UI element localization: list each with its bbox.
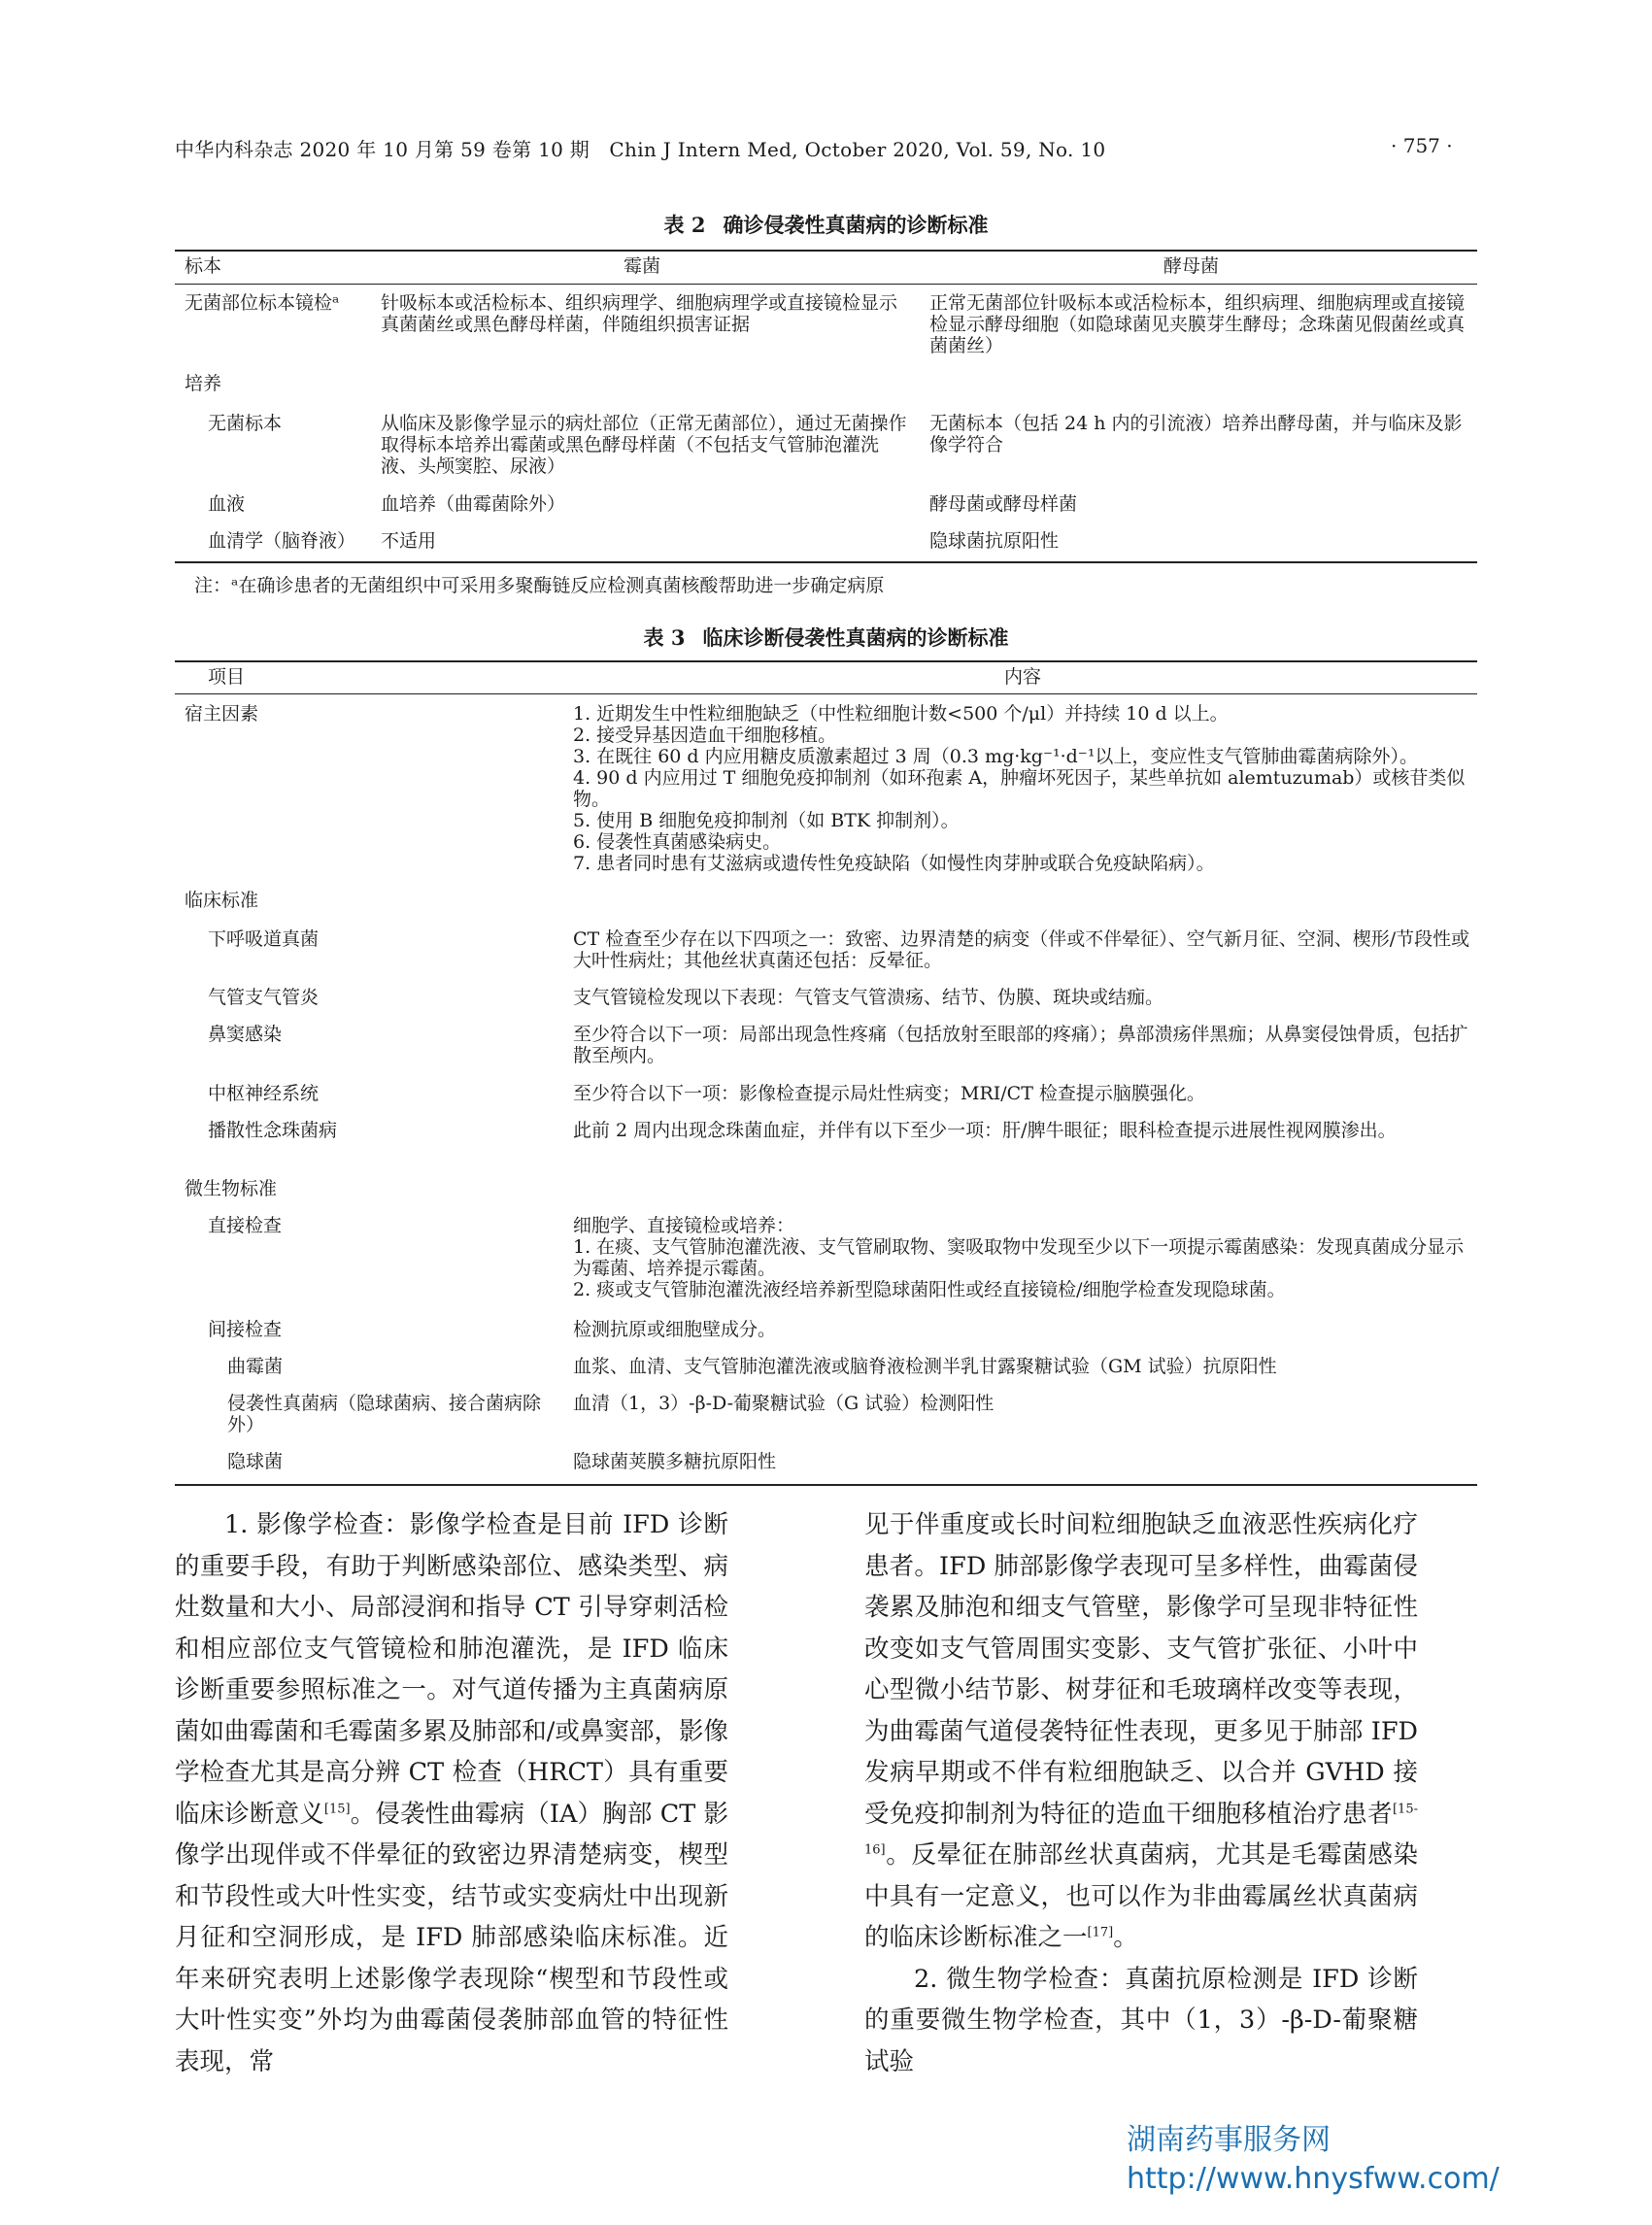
table2-row-item: 血清学（脑脊液） bbox=[208, 530, 356, 552]
table2-row-item: 培养 bbox=[185, 373, 222, 394]
table3-row-content: 隐球菌荚膜多糖抗原阳性 bbox=[573, 1451, 777, 1472]
table3-row-content: 检测抗原或细胞壁成分。 bbox=[573, 1319, 777, 1340]
table2-header-mold: 霉菌 bbox=[624, 255, 661, 277]
table2-top-rule bbox=[175, 250, 1477, 252]
table3-row-item: 直接检查 bbox=[208, 1215, 283, 1236]
table3-row-item: 气管支气管炎 bbox=[208, 987, 320, 1008]
table3-header-rule bbox=[175, 693, 1477, 694]
table2-caption bbox=[175, 210, 1477, 239]
table3-row-item: 鼻窦感染 bbox=[208, 1024, 283, 1045]
table2-bottom-rule bbox=[175, 561, 1477, 563]
table3-row-item: 临床标准 bbox=[185, 890, 259, 911]
table3-row-item: 宿主因素 bbox=[185, 703, 259, 725]
body-left-column bbox=[175, 1504, 728, 2082]
table2-header-rule bbox=[175, 284, 1477, 285]
table3-row-content: 至少符合以下一项：影像检查提示局灶性病变；MRI/CT 检查提示脑膜强化。 bbox=[573, 1083, 1205, 1104]
table3-header-item: 项目 bbox=[208, 666, 246, 688]
table2-row-mold: 针吸标本或活检标本、组织病理学、细胞病理学或直接镜检显示真菌菌丝或黑色酵母样菌，伴随组织损害证据 bbox=[381, 292, 898, 335]
table2-row-yeast: 无菌标本（包括 24 h 内的引流液）培养出酵母菌，并与临床及影像学符合 bbox=[929, 413, 1463, 455]
table3-row-item: 下呼吸道真菌 bbox=[208, 928, 320, 950]
table2-row-item: 无菌标本 bbox=[208, 413, 283, 434]
citation: [15] bbox=[323, 1802, 351, 1816]
table3-row-content: CT 检查至少存在以下四项之一：致密、边界清楚的病变（伴或不伴晕征）、空气新月征、空洞、楔形/节段性或大叶性病灶；其他丝状真菌还包括：反晕征。 bbox=[573, 928, 1470, 971]
citation: [17] bbox=[1087, 1925, 1114, 1940]
table2-row-item: 血液 bbox=[208, 493, 246, 515]
table2-title: 确诊侵袭性真菌病的诊断标准 bbox=[723, 213, 989, 237]
table3-row-content: 此前 2 周内出现念珠菌血症，并伴有以下至少一项：肝/脾牛眼征；眼科检查提示进展性视网膜渗出。 bbox=[573, 1120, 1397, 1141]
citation: [15-16] bbox=[864, 1802, 1418, 1858]
table2-row-mold: 血培养（曲霉菌除外） bbox=[381, 493, 566, 515]
body-right-column bbox=[864, 1504, 1418, 2082]
table3-row-item: 间接检查 bbox=[208, 1319, 283, 1340]
table2-row-yeast: 酵母菌或酵母样菌 bbox=[929, 493, 1078, 515]
table3-row-content: 血清（1，3）-β-D-葡聚糖试验（G 试验）检测阳性 bbox=[573, 1393, 995, 1414]
table3-title: 临床诊断侵袭性真菌病的诊断标准 bbox=[702, 625, 1009, 650]
table3-bottom-rule bbox=[175, 1484, 1477, 1486]
paragraph-imaging: 1. 影像学检查：影像学检查是目前 IFD 诊断的重要手段，有助于判断感染部位、感染类型、病灶数量和大小、局部浸润和指导 CT 引导穿刺活检和相应部位支气管镜检和肺泡灌洗，是 IFD 临床诊断重要参照标准之一。对气道传播为主真菌病原菌如曲霉菌和毛霉菌多累及肺部和/或鼻窦部，影像学检查尤其是高分辨 CT 检查（HRCT）具有重要临床诊断意义[15]。侵袭性曲霉病（IA）胸部 CT 影像学出现伴或不伴晕征的致密边界清楚病变，楔型和节段性或大叶性实变，结节或实变病灶中出现新月征和空洞形成，是 IFD 肺部感染临床标准。近年来研究表明上述影像学表现除“楔型和节段性或大叶性实变”外均为曲霉菌侵袭肺部血管的特征性表现，常 bbox=[175, 1510, 728, 2076]
table3-row-item: 中枢神经系统 bbox=[208, 1083, 320, 1104]
table2-header-specimen: 标本 bbox=[185, 255, 222, 277]
table3-row-content: 血浆、血清、支气管肺泡灌洗液或脑脊液检测半乳甘露聚糖试验（GM 试验）抗原阳性 bbox=[573, 1356, 1277, 1377]
paragraph-imaging-cont: 见于伴重度或长时间粒细胞缺乏血液恶性疾病化疗患者。IFD 肺部影像学表现可呈多样性，曲霉菌侵袭累及肺泡和细支气管壁，影像学可呈现非特征性改变如支气管周围实变影、支气管扩张征、小叶中心型微小结节影、树芽征和毛玻璃样改变等表现，为曲霉菌气道侵袭特征性表现，更多见于肺部 IFD 发病早期或不伴有粒细胞缺乏、以合并 GVHD 接受免疫抑制剂为特征的造血干细胞移植治疗患者[15-16]。反晕征在肺部丝状真菌病，尤其是毛霉菌感染中具有一定意义，也可以作为非曲霉属丝状真菌病的临床诊断标准之一[17]。 bbox=[864, 1510, 1418, 1952]
table2-note: 注：ᵃ在确诊患者的无菌组织中可采用多聚酶链反应检测真菌核酸帮助进一步确定病原 bbox=[194, 575, 885, 596]
table3-row-item: 微生物标准 bbox=[185, 1178, 278, 1199]
table3-row-item: 隐球菌 bbox=[227, 1451, 284, 1472]
table3-row-item: 侵袭性真菌病（隐球菌病、接合菌病除外） bbox=[227, 1393, 542, 1435]
table2-row-item: 无菌部位标本镜检ᵃ bbox=[185, 292, 340, 314]
paragraph-microbiology: 2. 微生物学检查：真菌抗原检测是 IFD 诊断的重要微生物学检查，其中（1，3）-β-D-葡聚糖试验 bbox=[864, 1964, 1418, 2076]
table2-row-yeast: 隐球菌抗原阳性 bbox=[929, 530, 1060, 552]
table2-row-yeast: 正常无菌部位针吸标本或活检标本，组织病理、细胞病理或直接镜检显示酵母细胞（如隐球菌见夹膜芽生酵母；念珠菌见假菌丝或真菌菌丝） bbox=[929, 292, 1466, 356]
watermark-site-name: 湖南药事服务网 bbox=[1127, 2123, 1331, 2157]
table3-caption bbox=[175, 623, 1477, 652]
table2-row-mold: 从临床及影像学显示的病灶部位（正常无菌部位），通过无菌操作取得标本培养出霉菌或黑色酵母样菌（不包括支气管肺泡灌洗液、头颅窦腔、尿液） bbox=[381, 413, 907, 477]
table3-row-content: 细胞学、直接镜检或培养： 1. 在痰、支气管肺泡灌洗液、支气管刷取物、窦吸取物中发现至少以下一项提示霉菌感染：发现真菌成分显示为霉菌、培养提示霉菌。 2. 痰或支气管肺泡灌洗液经培养新型隐球菌阳性或经直接镜检/细胞学检查发现隐球菌。 bbox=[573, 1215, 1465, 1300]
table3-row-content: 至少符合以下一项：局部出现急性疼痛（包括放射至眼部的疼痛）；鼻部溃疡伴黑痂；从鼻窦侵蚀骨质，包括扩散至颅内。 bbox=[573, 1024, 1468, 1066]
watermark-url-link[interactable]: http://www.hnysfww.com/ bbox=[1127, 2162, 1500, 2196]
table3-row-item: 播散性念珠菌病 bbox=[208, 1120, 338, 1141]
table2-row-mold: 不适用 bbox=[381, 530, 437, 552]
table3-header-content: 内容 bbox=[1004, 666, 1042, 688]
table3-row-content: 支气管镜检发现以下表现：气管支气管溃疡、结节、伪膜、斑块或结痂。 bbox=[573, 987, 1164, 1008]
table3-row-item: 曲霉菌 bbox=[227, 1356, 284, 1377]
table2-header-yeast: 酵母菌 bbox=[1163, 255, 1220, 277]
table3-row-content: 1. 近期发生中性粒细胞缺乏（中性粒细胞计数<500 个/μl）并持续 10 d 以上。 2. 接受异基因造血干细胞移植。 3. 在既往 60 d 内应用糖皮质激素超过 3 周（0.3 mg·kg⁻¹·d⁻¹以上，变应性支气管肺曲霉菌病除外）。 4. 90 d 内应用过 T 细胞免疫抑制剂（如环孢素 A，肿瘤坏死因子，某些单抗如 alemtuzumab）或核苷类似物。 5. 使用 B 细胞免疫抑制剂（如 BTK 抑制剂）。 6. 侵袭性真菌感染病史。 7. 患者同时患有艾滋病或遗传性免疫缺陷（如慢性肉芽肿或联合免疫缺陷病）。 bbox=[573, 703, 1466, 874]
table3-top-rule bbox=[175, 660, 1477, 662]
running-header: 中华内科杂志 2020 年 10 月第 59 卷第 10 期 Chin J Intern Med, October 2020, Vol. 59, No. 10 bbox=[175, 138, 1106, 161]
table2-label: 表 2 bbox=[663, 213, 706, 237]
table3-label: 表 3 bbox=[643, 625, 686, 650]
page-number: · 757 · bbox=[1391, 134, 1453, 157]
